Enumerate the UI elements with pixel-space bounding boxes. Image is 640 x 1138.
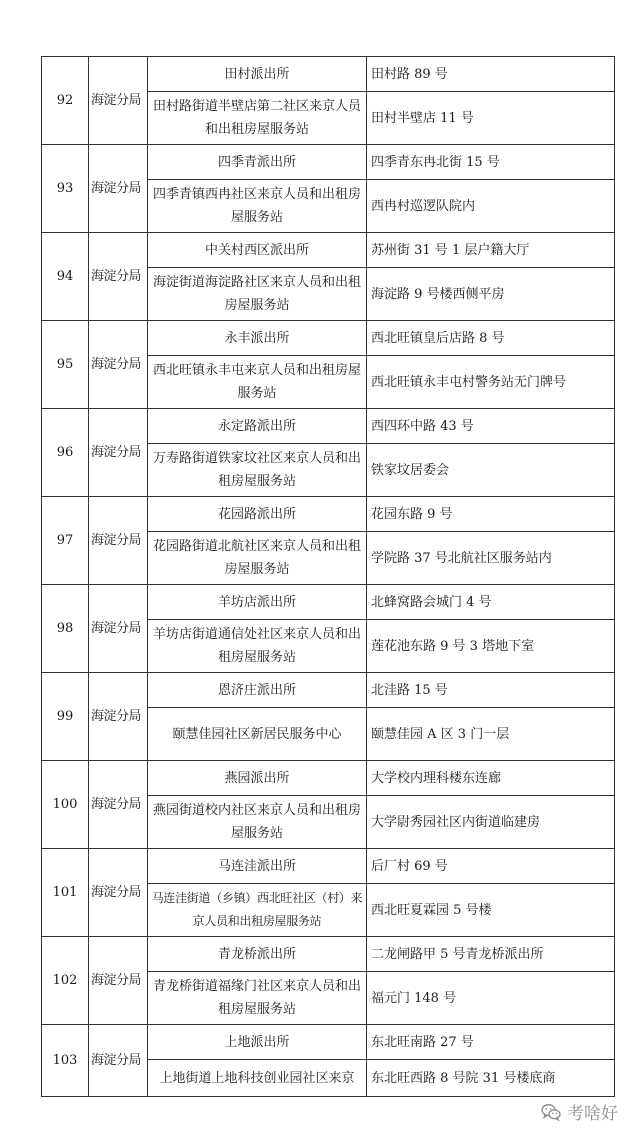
table-row bbox=[42, 233, 615, 268]
row-number: 97 bbox=[42, 497, 89, 585]
service-station-name: 西北旺镇永丰屯来京人员和出租房屋服务站 bbox=[148, 356, 367, 409]
police-station-address: 二龙闸路甲 5 号青龙桥派出所 bbox=[367, 937, 615, 972]
police-station-address: 后厂村 69 号 bbox=[367, 849, 615, 884]
service-station-name: 燕园街道校内社区来京人员和出租房屋服务站 bbox=[148, 796, 367, 849]
police-station-address: 西北旺镇皇后店路 8 号 bbox=[367, 321, 615, 356]
police-station-name: 永定路派出所 bbox=[148, 409, 367, 444]
service-station-address: 海淀路 9 号楼西侧平房 bbox=[367, 268, 615, 321]
bureau-name: 海淀分局 bbox=[89, 761, 148, 849]
table-row bbox=[42, 761, 615, 796]
row-number: 99 bbox=[42, 673, 89, 761]
police-station-address: 田村路 89 号 bbox=[367, 57, 615, 92]
service-station-address: 莲花池东路 9 号 3 塔地下室 bbox=[367, 620, 615, 673]
row-number: 94 bbox=[42, 233, 89, 321]
service-station-address: 东北旺西路 8 号院 31 号楼底商 bbox=[367, 1060, 615, 1097]
service-station-address: 西冉村巡逻队院内 bbox=[367, 180, 615, 233]
table-row bbox=[42, 849, 615, 884]
police-station-address: 花园东路 9 号 bbox=[367, 497, 615, 532]
service-station-name: 海淀街道海淀路社区来京人员和出租房屋服务站 bbox=[148, 268, 367, 321]
row-number: 102 bbox=[42, 937, 89, 1025]
police-station-name: 马连洼派出所 bbox=[148, 849, 367, 884]
watermark-text: 考啥好 bbox=[567, 1104, 618, 1124]
bureau-name: 海淀分局 bbox=[89, 1025, 148, 1097]
row-number: 92 bbox=[42, 57, 89, 145]
service-station-name: 青龙桥街道福缘门社区来京人员和出租房屋服务站 bbox=[148, 972, 367, 1025]
table-row bbox=[42, 321, 615, 356]
row-number: 96 bbox=[42, 409, 89, 497]
table-row bbox=[42, 585, 615, 620]
row-number: 100 bbox=[42, 761, 89, 849]
row-number: 93 bbox=[42, 145, 89, 233]
service-station-name: 花园路街道北航社区来京人员和出租房屋服务站 bbox=[148, 532, 367, 585]
service-station-address: 学院路 37 号北航社区服务站内 bbox=[367, 532, 615, 585]
service-station-name: 上地街道上地科技创业园社区来京 bbox=[148, 1060, 367, 1097]
row-number: 98 bbox=[42, 585, 89, 673]
bureau-name: 海淀分局 bbox=[89, 145, 148, 233]
service-station-name: 万寿路街道铁家坟社区来京人员和出租房屋服务站 bbox=[148, 444, 367, 497]
police-station-address: 西四环中路 43 号 bbox=[367, 409, 615, 444]
police-station-address: 四季青东冉北街 15 号 bbox=[367, 145, 615, 180]
bureau-name: 海淀分局 bbox=[89, 57, 148, 145]
police-station-name: 田村派出所 bbox=[148, 57, 367, 92]
bureau-name: 海淀分局 bbox=[89, 849, 148, 937]
police-station-name: 花园路派出所 bbox=[148, 497, 367, 532]
watermark bbox=[541, 1099, 618, 1124]
bureau-name: 海淀分局 bbox=[89, 585, 148, 673]
bureau-name: 海淀分局 bbox=[89, 233, 148, 321]
bureau-name: 海淀分局 bbox=[89, 673, 148, 761]
service-station-address: 大学尉秀园社区内街道临建房 bbox=[367, 796, 615, 849]
table-row bbox=[42, 145, 615, 180]
police-station-name: 燕园派出所 bbox=[148, 761, 367, 796]
police-station-name: 青龙桥派出所 bbox=[148, 937, 367, 972]
police-station-name: 上地派出所 bbox=[148, 1025, 367, 1060]
table-row bbox=[42, 57, 615, 92]
wechat-icon bbox=[541, 1103, 561, 1121]
police-station-name: 四季青派出所 bbox=[148, 145, 367, 180]
service-station-address: 福元门 148 号 bbox=[367, 972, 615, 1025]
table-row bbox=[42, 409, 615, 444]
service-station-name: 马连洼街道（乡镇）西北旺社区（村）来京人员和出租房屋服务站 bbox=[148, 884, 367, 937]
police-station-name: 永丰派出所 bbox=[148, 321, 367, 356]
row-number: 101 bbox=[42, 849, 89, 937]
bureau-name: 海淀分局 bbox=[89, 497, 148, 585]
service-station-name: 颐慧佳园社区新居民服务中心 bbox=[148, 708, 367, 761]
table-row bbox=[42, 937, 615, 972]
bureau-name: 海淀分局 bbox=[89, 321, 148, 409]
service-station-name: 田村路街道半壁店第二社区来京人员和出租房屋服务站 bbox=[148, 92, 367, 145]
service-station-address: 田村半壁店 11 号 bbox=[367, 92, 615, 145]
service-station-address: 西北旺夏霖园 5 号楼 bbox=[367, 884, 615, 937]
police-station-name: 恩济庄派出所 bbox=[148, 673, 367, 708]
service-station-address: 颐慧佳园 A 区 3 门一层 bbox=[367, 708, 615, 761]
service-station-address: 西北旺镇永丰屯村警务站无门牌号 bbox=[367, 356, 615, 409]
police-station-address: 北洼路 15 号 bbox=[367, 673, 615, 708]
service-station-name: 羊坊店街道通信处社区来京人员和出租房屋服务站 bbox=[148, 620, 367, 673]
address-table bbox=[41, 56, 615, 1097]
bureau-name: 海淀分局 bbox=[89, 409, 148, 497]
service-station-name: 四季青镇西冉社区来京人员和出租房屋服务站 bbox=[148, 180, 367, 233]
table-row bbox=[42, 673, 615, 708]
police-station-name: 羊坊店派出所 bbox=[148, 585, 367, 620]
police-station-name: 中关村西区派出所 bbox=[148, 233, 367, 268]
police-station-address: 大学校内理科楼东连廊 bbox=[367, 761, 615, 796]
bureau-name: 海淀分局 bbox=[89, 937, 148, 1025]
police-station-address: 北蜂窝路会城门 4 号 bbox=[367, 585, 615, 620]
row-number: 95 bbox=[42, 321, 89, 409]
service-station-address: 铁家坟居委会 bbox=[367, 444, 615, 497]
address-table-body bbox=[42, 57, 615, 1097]
police-station-address: 东北旺南路 27 号 bbox=[367, 1025, 615, 1060]
table-row bbox=[42, 497, 615, 532]
row-number: 103 bbox=[42, 1025, 89, 1097]
table-row bbox=[42, 1025, 615, 1060]
police-station-address: 苏州街 31 号 1 层户籍大厅 bbox=[367, 233, 615, 268]
